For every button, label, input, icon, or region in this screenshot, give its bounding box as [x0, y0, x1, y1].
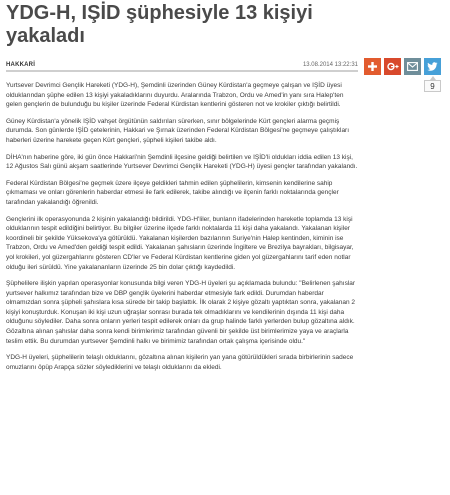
article-paragraph: Güney Kürdistan'a yönelik IŞİD vahşet örgütünün saldırıları sürerken, sınır bölgelerinde Kürt gençleri alarma geçmiş durumda. Son günlerde IŞİD çetelerinin, Hakkari ve Şırnak üzerinden Federal Kürdistan Bölgesi'ne geçmeye çalıştıkları haberleri üzerine harekete geçen Kürt gençleri, şüpheli kişileri takibe aldı.	[6, 117, 350, 144]
article-paragraph: Gençlerini ilk operasyonunda 2 kişinin yakalandığı bildirildi. YDG-H'liler, bunların ifadelerinden hareketle toplamda 13 kişi olduklarının tespit edildiğini belirtiyor. Bu bilgiler üzerine ilçede farklı noktalarda 11 kişi daha yakalandı. Yakalanan kişiler koordineli bir şekilde Yüksekova'ya götürüldü. Yakalanan kişilerden bazılarının Suriye'nin Halep kentinden, kiminin ise Trabzon, Ordu ve Amed'den geldiği tespit edildi. Yakalanan şahısların üzerinde İngiltere ve Brezilya bayrakları, bilgisayar, yol krokileri, yol güzergahlarını gösteren CD'ler ve Federal Kürdistan kentlerine giden yol güzergahlarını tarif eden notlar olduğu ileri sürüldü. Yine yakalananların üzerinde 25 bin dolar çıktığı kaydedildi.	[6, 215, 354, 271]
google-plus-icon	[387, 61, 399, 72]
mail-icon	[407, 62, 418, 71]
share-plus-button[interactable]	[364, 58, 381, 75]
category-label[interactable]: HAKKARİ	[6, 62, 36, 68]
meta-divider	[6, 70, 358, 72]
article-paragraph: Şüphelilere ilişkin yapılan operasyonlar konusunda bilgi veren YDG-H üyeleri şu açıklamada bulundu: "Belirlenen şahıslar yurtsever halkımız tarafından bize ve DBP gençlik üyelerini haberdar etmesiyle fark edildi. Durumdan haberdar olmamızdan sonra şüpheli şahıslara kısa sürede bir takip başlattık. İlk olarak 2 kişiye gözaltı yaptıktan sonra, yakalanan 2 kişiyi konuşturduk. Konuşan iki kişi uzun uğraşlar sonrası burada tek olmadıklarını ve kendilerinin dışında 11 kişi daha olduğunu söylediler. Daha sonra onların yerleri tespit edilerek onları da grup halinde farklı yerlerden bulup gözaltına aldık. Gözaltına alınan şahıslar daha sonra kendi birimlerimiz tarafından güvenli bir şekilde üst birimlerimize yaya ve araçlarla teslim ettik. Bu durumdan yurtsever Şemdinli halkı ve birimimiz tarafından ortak çalışma içerisinde oldu."	[6, 280, 356, 345]
article-paragraph: Federal Kürdistan Bölgesi'ne geçmek üzere ilçeye geldikleri tahmin edilen şüphelilerin, kimsenin kendilerine sahip çıkmaması ve onları görenlerin haberdar etmesi ile fark edilerek, takibe alındığı ve ilçenin farklı noktalarında gençler tarafından yakalandığı öğrenildi.	[6, 179, 339, 206]
twitter-icon	[427, 62, 438, 72]
share-mail-button[interactable]	[404, 58, 421, 75]
article-paragraph: YDG-H üyeleri, şüphelilerin telaşlı olduklarını, gözaltına alınan kişilerin yan yana götürüldükleri sırada birbirlerinin sadece omuzlarını öpüp Arapça sözler söylediklerini ve telaşlı olduklarını da ekledi.	[6, 354, 354, 371]
plus-icon	[367, 61, 378, 72]
share-toolbar	[364, 58, 444, 92]
share-google-plus-button[interactable]	[384, 58, 401, 75]
article-body	[6, 81, 360, 379]
article-paragraph: Yurtsever Devrimci Gençlik Hareketi (YDG-H), Şemdinli üzerinden Güney Kürdistan'a geçmeye çalışan ve IŞİD üyesi olduklarından şüphe edilen 13 kişiyi yakaladıklarını duyurdu. Aralarında Trabzon, Ordu ve Amed'in yanı sıra Halep'ten gelen gençlerin de bulunduğu bu kişiler üzerinde Federal Kürdistan kentlerini gösteren not ve krokiler çıktığı belirtildi.	[6, 82, 344, 109]
article-meta-bar	[6, 60, 358, 70]
publish-date: 13.08.2014 13:22:31	[302, 62, 358, 68]
article-title: YDG-H, IŞİD şüphesiyle 13 kişiyi yakaladı	[6, 2, 313, 47]
share-twitter-button[interactable]	[424, 58, 441, 75]
share-count: 9	[424, 80, 441, 92]
article-paragraph: DİHA'nın haberine göre, iki gün önce Hakkari'nin Şemdinli ilçesine geldiği belirtilen ve IŞİD'li oldukları iddia edilen 13 kişi, 12 Ağustos Salı günü akşam saatlerinde Yurtsever Devrimci Gençlik Hareketi (YDG-H) üyesi gençler tarafından yakalandı.	[6, 153, 358, 171]
